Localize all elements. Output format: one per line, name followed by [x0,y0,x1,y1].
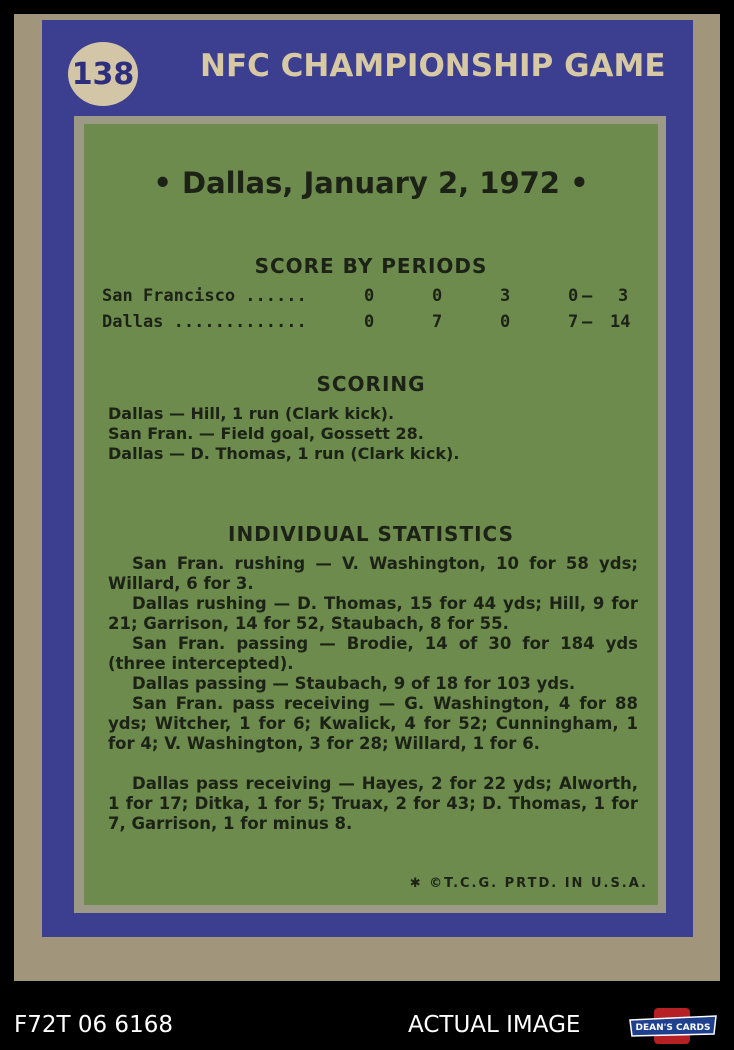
score-row-dallas [102,312,642,336]
scoring-line: San Fran. — Field goal, Gossett 28. [108,424,424,443]
period-score: 0 [500,312,511,332]
copyright-line: ✱ ©T.C.G. PRTD. IN U.S.A. [409,876,648,891]
banner-title: NFC CHAMPIONSHIP GAME [200,48,666,84]
logo-text: DEAN'S CARDS [635,1023,711,1033]
card-number: 138 [71,56,135,92]
team-name: Dallas ............. [102,312,307,332]
inventory-code: F72T 06 6168 [14,1012,173,1038]
period-score: 7 [432,312,443,332]
period-score: 0 [364,286,375,306]
stats-paragraph: San Fran. pass receiving — G. Washington, 4 for 88 yds; Witcher, 1 for 6; Kwalick, 4 for 52; Cunningham, 1 for 4; V. Washington, 3 for 28; Willard, 1 for 6. [108,694,638,753]
total-score: 3 [618,286,629,306]
period-score: 0 [432,286,443,306]
period-score: 0 [364,312,375,332]
card-number-badge [68,42,138,106]
period-score: 7 [568,312,579,332]
stats-paragraph: Dallas passing — Staubach, 9 of 18 for 103 yds. [132,674,576,693]
stats-paragraph: Dallas pass receiving — Hayes, 2 for 22 yds; Alworth, 1 for 17; Ditka, 1 for 5; Truax, 2 for 43; D. Thomas, 1 for 7, Garrison, 1 for minus 8. [108,774,638,833]
scoring-heading: SCORING [316,372,426,396]
scoring-line: Dallas — Hill, 1 run (Clark kick). [108,404,395,423]
stats-paragraph: Dallas rushing — D. Thomas, 15 for 44 yds; Hill, 9 for 21; Garrison, 14 for 52, Staubach, 8 for 55. [108,594,638,633]
stats-panel [84,124,658,905]
dash: — [582,312,593,332]
stats-heading: INDIVIDUAL STATISTICS [228,522,514,546]
scoring-line: Dallas — D. Thomas, 1 run (Clark kick). [108,444,460,463]
total-score: 14 [610,312,631,332]
stats-paragraph: San Fran. passing — Brodie, 14 of 30 for 184 yds (three intercepted). [108,634,638,673]
team-name: San Francisco ...... [102,286,307,306]
game-title: • Dallas, January 2, 1972 • [153,166,589,200]
deans-cards-logo [628,1006,718,1046]
dash: — [582,286,593,306]
period-score: 3 [500,286,511,306]
actual-image-label: ACTUAL IMAGE [408,1012,581,1038]
score-heading: SCORE BY PERIODS [254,254,488,278]
stats-paragraph: San Fran. rushing — V. Washington, 10 for 58 yds; Willard, 6 for 3. [108,554,638,593]
period-score: 0 [568,286,579,306]
score-row-sf [102,286,642,310]
